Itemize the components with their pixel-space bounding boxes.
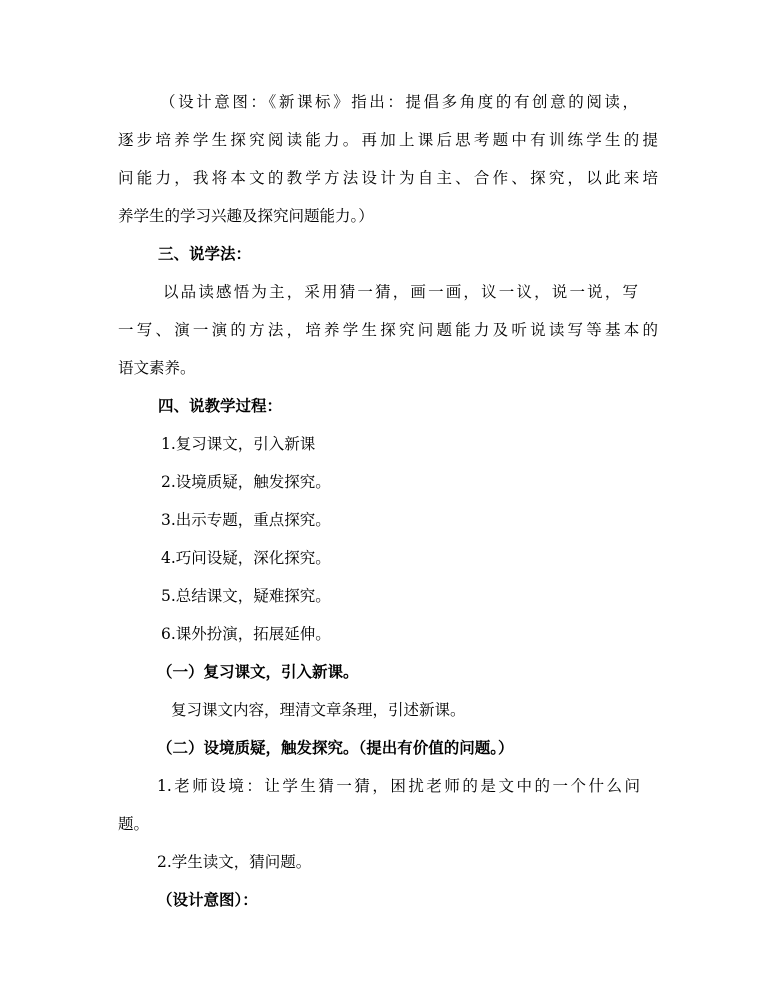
section3-line-3: 语文素养。 xyxy=(118,359,196,377)
part1-text: 复习课文内容，理清文章条理，引述新课。 xyxy=(171,701,466,719)
step-4: 4.巧问设疑，深化探究。 xyxy=(161,549,331,567)
part2-item1-line-1: 1.老师设境：让学生猜一猜，困扰老师的是文中的一个什么问 xyxy=(157,777,640,795)
section3-line-2: 一写、演一演的方法，培养学生探究问题能力及听说读写等基本的 xyxy=(118,321,658,339)
part1-heading: （一）复习课文，引入新课。 xyxy=(157,662,359,681)
design-intent-line-1: （设计意图：《新课标》指出：提倡多角度的有创意的阅读， xyxy=(160,93,638,111)
part2-heading: （二）设境质疑，触发探究。（提出有价值的问题。） xyxy=(157,738,514,757)
design-intent-line-3: 问能力，我将本文的教学方法设计为自主、合作、探究，以此来培 xyxy=(118,169,658,187)
part2-item2: 2.学生读文，猜问题。 xyxy=(157,853,312,871)
step-6: 6.课外扮演，拓展延伸。 xyxy=(161,625,331,643)
design-intent-line-4: 养学生的学习兴趣及探究问题能力。） xyxy=(118,207,374,225)
part2-item1-line-2: 题。 xyxy=(118,815,150,833)
design-intent-heading: （设计意图）： xyxy=(157,890,258,909)
step-2: 2.设境质疑，触发探究。 xyxy=(161,473,331,491)
step-3: 3.出示专题，重点探究。 xyxy=(161,511,331,529)
section3-heading: 三、说学法： xyxy=(158,244,252,263)
step-5: 5.总结课文，疑难探究。 xyxy=(161,587,331,605)
step-1: 1.复习课文，引入新课 xyxy=(161,435,316,453)
section4-heading: 四、说教学过程： xyxy=(158,396,283,415)
design-intent-line-2: 逐步培养学生探究阅读能力。再加上课后思考题中有训练学生的提 xyxy=(118,131,658,149)
section3-line-1: 以品读感悟为主，采用猜一猜，画一画，议一议，说一说，写 xyxy=(163,283,638,301)
